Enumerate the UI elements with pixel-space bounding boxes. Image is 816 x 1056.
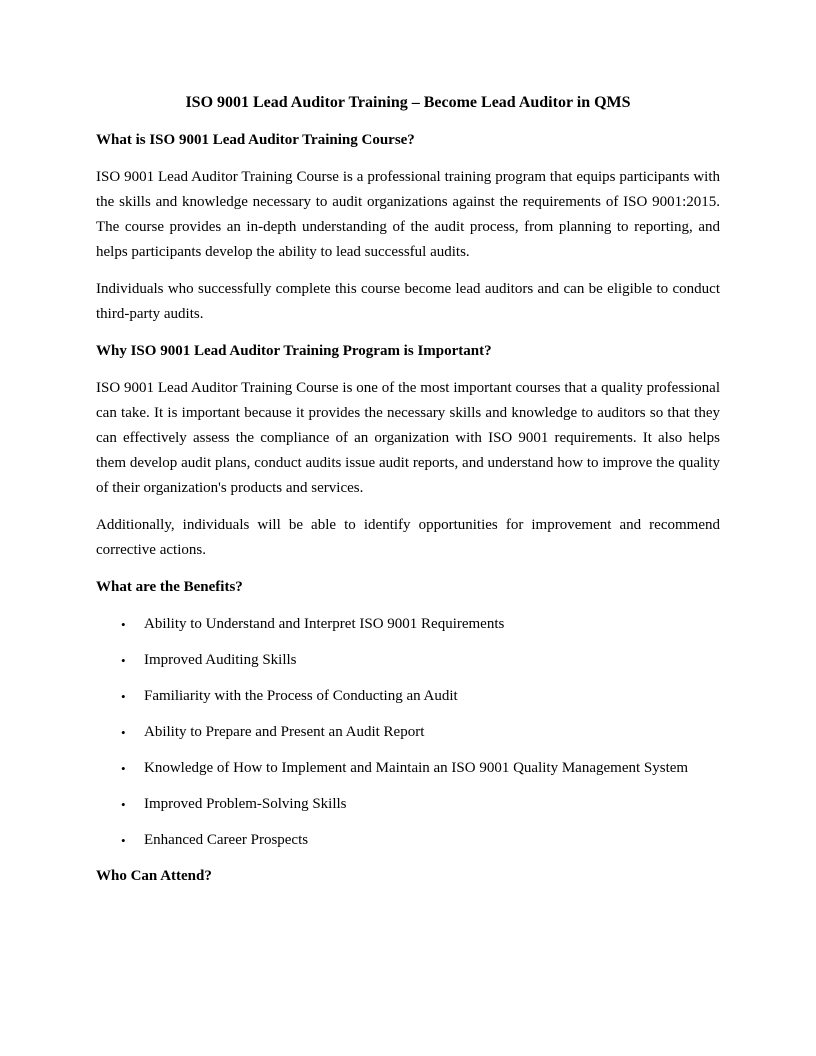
- list-item-text: Enhanced Career Prospects: [144, 832, 309, 848]
- bullet-icon: •: [121, 617, 126, 632]
- section-heading-why-important: Why ISO 9001 Lead Auditor Training Program is Important?: [96, 343, 492, 359]
- paragraph-why-important-2: Additionally, individuals will be able to identify opportunities for improvement and recommend corrective actions.: [96, 517, 720, 558]
- list-item: [96, 684, 720, 709]
- list-item-text: Improved Auditing Skills: [144, 652, 297, 668]
- section-heading-what-is: What is ISO 9001 Lead Auditor Training Course?: [96, 132, 415, 148]
- paragraph-why-important-1: ISO 9001 Lead Auditor Training Course is one of the most important courses that a quality professional can take. It is important because it provides the necessary skills and knowledge to auditors so that they can effectively assess the compliance of an organization with ISO 9001 requirements. It also helps them develop audit plans, conduct audits issue audit reports, and understand how to improve the quality of their organization's products and services.: [96, 380, 720, 496]
- bullet-icon: •: [121, 653, 126, 668]
- list-item: [96, 828, 720, 853]
- section-heading-benefits: What are the Benefits?: [96, 579, 243, 595]
- list-item-text: Improved Problem-Solving Skills: [144, 796, 347, 812]
- document-title: ISO 9001 Lead Auditor Training – Become Lead Auditor in QMS: [185, 94, 631, 111]
- bullet-icon: •: [121, 797, 126, 812]
- list-item-text: Knowledge of How to Implement and Maintain an ISO 9001 Quality Management System: [144, 760, 689, 776]
- list-item-text: Ability to Understand and Interpret ISO 9001 Requirements: [144, 616, 505, 632]
- benefits-list: [96, 612, 720, 853]
- list-item: [96, 756, 720, 781]
- list-item: [96, 648, 720, 673]
- bullet-icon: •: [121, 725, 126, 740]
- section-heading-who-can-attend: Who Can Attend?: [96, 868, 212, 884]
- list-item-text: Familiarity with the Process of Conducting an Audit: [144, 688, 458, 704]
- bullet-icon: •: [121, 833, 126, 848]
- paragraph-what-is-2: Individuals who successfully complete this course become lead auditors and can be eligible to conduct third-party audits.: [96, 281, 720, 322]
- list-item: [96, 612, 720, 637]
- list-item-text: Ability to Prepare and Present an Audit Report: [144, 724, 425, 740]
- list-item: [96, 720, 720, 745]
- paragraph-what-is-1: ISO 9001 Lead Auditor Training Course is a professional training program that equips participants with the skills and knowledge necessary to audit organizations against the requirements of ISO 9001:2015. The course provides an in-depth understanding of the audit process, from planning to reporting, and helps participants develop the ability to lead successful audits.: [96, 169, 720, 260]
- bullet-icon: •: [121, 689, 126, 704]
- list-item: [96, 792, 720, 817]
- bullet-icon: •: [121, 761, 126, 776]
